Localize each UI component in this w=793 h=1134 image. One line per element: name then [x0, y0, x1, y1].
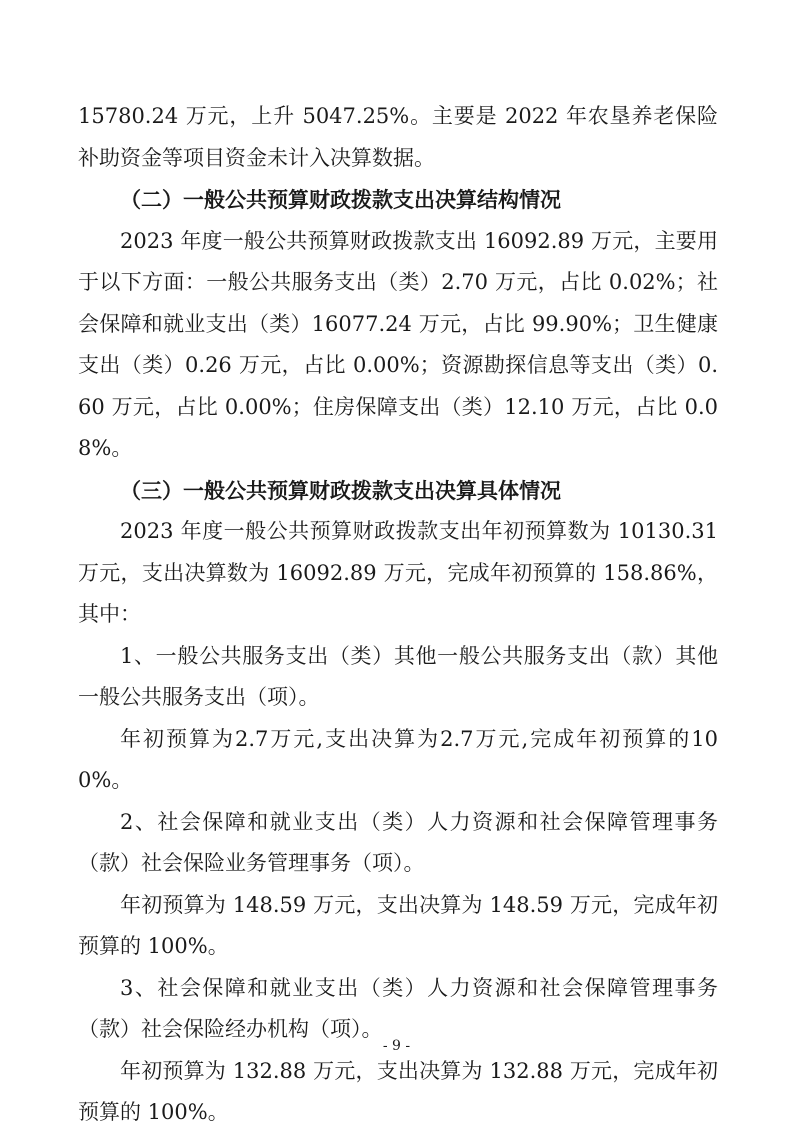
paragraph-structure: 2023 年度一般公共预算财政拨款支出 16092.89 万元，主要用于以下方面：一般公共服务支出（类）2.70 万元，占比 0.02%；社会保障和就业支出（类）16077.24 万元，占比 99.90%；卫生健康支出（类）0.26 万元，占比 0.00%；资源勘探信息等支出（类）0.60 万元，占比 0.00%；住房保障支出（类）12.10 万元，占比 0.08%。	[78, 228, 718, 460]
item-1-detail: 年初预算为2.7万元,支出决算为2.7万元,完成年初预算的100%。	[78, 726, 718, 792]
document-body	[78, 96, 718, 1134]
section-heading-3: （三）一般公共预算财政拨款支出决算具体情况	[120, 477, 561, 503]
paragraph-details-intro: 2023 年度一般公共预算财政拨款支出年初预算数为 10130.31 万元，支出决算数为 16092.89 万元，完成年初预算的 158.86%，其中：	[78, 519, 718, 626]
paragraph-continuation: 15780.24 万元，上升 5047.25%。主要是 2022 年农垦养老保险补助资金等项目资金未计入决算数据。	[78, 104, 718, 170]
page-number: - 9 -	[382, 1038, 411, 1054]
item-2-detail: 年初预算为 148.59 万元，支出决算为 148.59 万元，完成年初预算的 100%。	[78, 892, 718, 958]
item-3-title: 3、社会保障和就业支出（类）人力资源和社会保障管理事务（款）社会保险经办机构（项）。	[78, 975, 718, 1041]
item-1-title: 1、一般公共服务支出（类）其他一般公共服务支出（款）其他一般公共服务支出（项）。	[78, 643, 718, 709]
section-heading-2: （二）一般公共预算财政拨款支出决算结构情况	[120, 187, 561, 212]
item-3-detail: 年初预算为 132.88 万元，支出决算为 132.88 万元，完成年初预算的 100%。	[78, 1058, 718, 1124]
item-2-title: 2、社会保障和就业支出（类）人力资源和社会保障管理事务（款）社会保险业务管理事务（项）。	[78, 809, 718, 875]
